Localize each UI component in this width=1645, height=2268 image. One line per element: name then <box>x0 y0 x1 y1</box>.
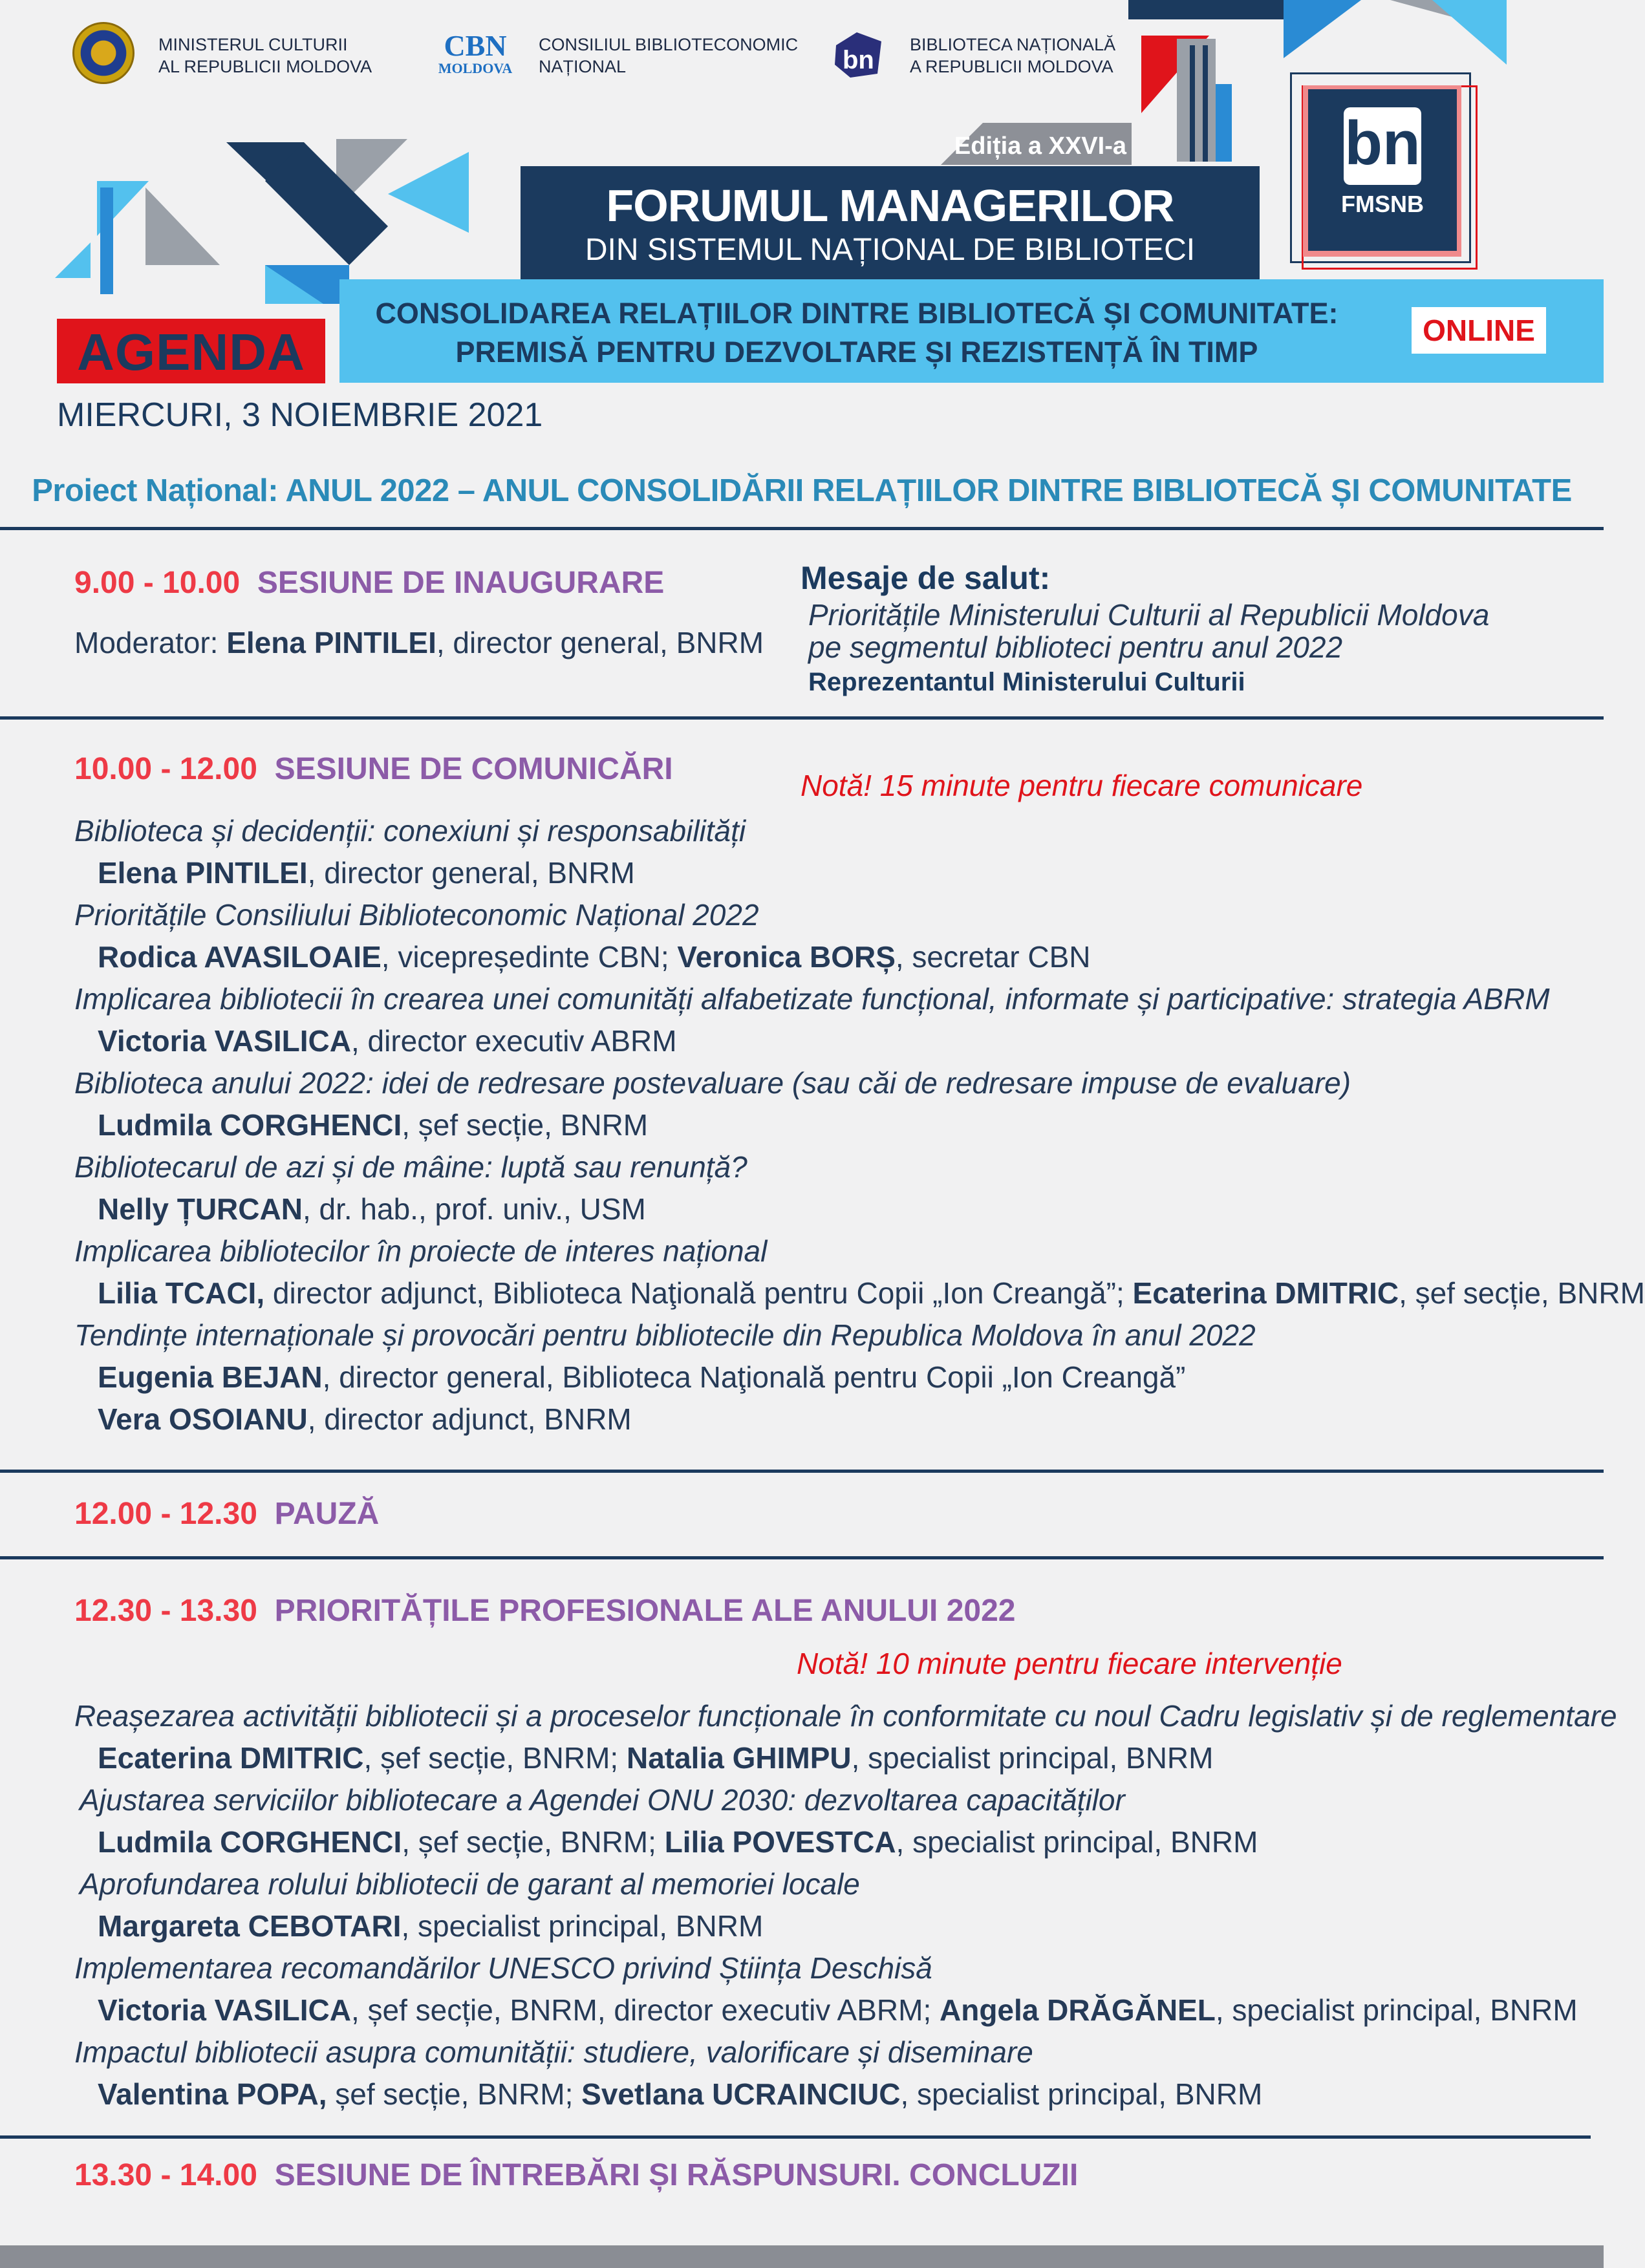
greeting-block <box>801 557 1489 701</box>
session-inaugurare-heading <box>74 564 664 603</box>
talk-title: Biblioteca și decidenții: conexiuni și responsabilități <box>74 814 746 848</box>
talk-speakers: Ludmila CORGHENCI, șef secție, BNRM; Lilia POVESTCA, specialist principal, BNRM <box>98 1825 1258 1859</box>
session-name: PAUZĂ <box>274 1497 380 1531</box>
fmsnb-mark-icon: bn <box>1344 107 1421 185</box>
session-comunicari-list <box>74 810 1645 1440</box>
talk-title: Implicarea bibliotecilor în proiecte de interes național <box>74 1234 768 1268</box>
session-time: 13.30 - 14.00 <box>74 2158 257 2192</box>
divider <box>0 2135 1591 2139</box>
talk-speakers: Vera OSOIANU, director adjunct, BNRM <box>98 1402 632 1436</box>
talk-speakers: Valentina POPA, șef secție, BNRM; Svetlana UCRAINCIUC, specialist principal, BNRM <box>98 2077 1263 2111</box>
divider <box>0 527 1604 530</box>
theme-line-1: CONSOLIDAREA RELAȚIILOR DINTRE BIBLIOTECĂ ȘI COMUNITATE: <box>375 297 1339 330</box>
talk-title: Ajustarea serviciilor bibliotecare a Agendei ONU 2030: dezvoltarea capacităților <box>80 1783 1125 1817</box>
footer-bar <box>0 2245 1604 2268</box>
talk-title: Tendințe internaționale și provocări pentru bibliotecile din Republica Moldova în anul 2022 <box>74 1318 1256 1352</box>
agenda-label: AGENDA <box>57 319 325 383</box>
session-prioritati-heading <box>74 1592 1015 1631</box>
session-note: Notă! 15 minute pentru fiecare comunicare <box>801 769 1363 802</box>
ministry-logo-text: MINISTERUL CULTURII AL REPUBLICII MOLDOVA <box>158 35 372 76</box>
online-badge: ONLINE <box>1412 307 1546 354</box>
divider <box>0 716 1604 720</box>
forum-subtitle: DIN SISTEMUL NAȚIONAL DE BIBLIOTECI <box>585 233 1196 267</box>
bnrm-logo-text: BIBLIOTECA NAȚIONALĂ A REPUBLICII MOLDOVA <box>910 35 1116 76</box>
project-line: Proiect Național: ANUL 2022 – ANUL CONSOLIDĂRII RELAȚIILOR DINTRE BIBLIOTECĂ ȘI COMUNITATE <box>32 473 1572 508</box>
talk-speakers: Victoria VASILICA, șef secție, BNRM, director executiv ABRM; Angela DRĂGĂNEL, specialist principal, BNRM <box>98 1993 1578 2027</box>
talk-title: Reașezarea activității bibliotecii și a proceselor funcționale în conformitate cu noul Cadru legislativ și de reglementare <box>74 1699 1617 1733</box>
talk-title: Impactul bibliotecii asupra comunității: studiere, valorificare și diseminare <box>74 2035 1033 2069</box>
svg-text:bn: bn <box>843 46 874 74</box>
session-time: 12.30 - 13.30 <box>74 1594 257 1628</box>
session-time: 12.00 - 12.30 <box>74 1497 257 1531</box>
theme-text <box>339 294 1374 372</box>
session-comunicari-heading <box>74 750 673 789</box>
theme-line-2: PREMISĂ PENTRU DEZVOLTARE ȘI REZISTENȚĂ ÎN TIMP <box>455 336 1258 369</box>
session-time: 10.00 - 12.00 <box>74 752 257 786</box>
cbn-logo-text: CONSILIUL BIBLIOTECONOMIC NAȚIONAL <box>539 35 799 76</box>
moderator-name: Elena PINTILEI <box>226 626 436 659</box>
session-name: SESIUNE DE INAUGURARE <box>257 566 665 600</box>
talk-title: Prioritățile Consiliului Biblioteconomic Național 2022 <box>74 898 759 932</box>
session-concluzii-heading <box>74 2156 1078 2195</box>
moderator-role: , director general, BNRM <box>436 626 764 659</box>
greeting-line-3: Reprezentantul Ministerului Culturii <box>808 668 1245 696</box>
fmsnb-logo <box>1290 72 1478 270</box>
talk-speakers: Elena PINTILEI, director general, BNRM <box>98 856 635 890</box>
event-date: MIERCURI, 3 NOIEMBRIE 2021 <box>57 396 543 434</box>
talk-title: Bibliotecarul de azi și de mâine: luptă sau renunță? <box>74 1150 747 1184</box>
session-name: SESIUNE DE COMUNICĂRI <box>274 752 673 786</box>
talk-title: Implicarea bibliotecii în crearea unei comunități alfabetizate funcțional, informate și participative: strategia ABRM <box>74 982 1550 1016</box>
talk-speakers: Rodica AVASILOAIE, vicepreședinte CBN; Veronica BORȘ, secretar CBN <box>98 940 1091 974</box>
greeting-line-1: Prioritățile Ministerului Culturii al Republicii Moldova <box>808 598 1490 632</box>
divider <box>0 1556 1604 1559</box>
talk-title: Implementarea recomandărilor UNESCO privind Știința Deschisă <box>74 1951 932 1985</box>
edition-label: Ediția a XXVI-a <box>954 133 1126 160</box>
forum-title-box <box>521 166 1260 279</box>
session-name: PRIORITĂȚILE PROFESIONALE ALE ANULUI 2022 <box>274 1594 1016 1628</box>
greeting-line-2: pe segmentul biblioteci pentru anul 2022 <box>808 630 1343 664</box>
talk-speakers: Victoria VASILICA, director executiv ABRM <box>98 1024 677 1058</box>
greeting-title: Mesaje de salut: <box>801 560 1051 596</box>
fmsnb-label: FMSNB <box>1341 191 1424 217</box>
talk-speakers: Lilia TCACI, director adjunct, Biblioteca Naţională pentru Copii „Ion Creangă”; Ecaterina DMITRIC, șef secție, BNRM <box>98 1276 1645 1310</box>
talk-title: Biblioteca anului 2022: idei de redresare postevaluare (sau căi de redresare impuse de evaluare) <box>74 1066 1351 1100</box>
divider <box>0 1470 1604 1473</box>
session-prioritati-list <box>74 1695 1617 2115</box>
session-pauza-heading <box>74 1495 379 1534</box>
forum-title: FORUMUL MANAGERILOR <box>606 180 1174 231</box>
talk-speakers: Ecaterina DMITRIC, șef secție, BNRM; Natalia GHIMPU, specialist principal, BNRM <box>98 1741 1214 1775</box>
talk-speakers: Margareta CEBOTARI, specialist principal, BNRM <box>98 1909 764 1943</box>
moderator-label: Moderator: <box>74 626 227 659</box>
session-note: Notă! 10 minute pentru fiecare intervenție <box>797 1647 1342 1680</box>
talk-speakers: Ludmila CORGHENCI, șef secție, BNRM <box>98 1108 649 1142</box>
session-time: 9.00 - 10.00 <box>74 566 241 600</box>
talk-speakers: Eugenia BEJAN, director general, Biblioteca Naţională pentru Copii „Ion Creangă” <box>98 1360 1186 1394</box>
talk-title: Aprofundarea rolului bibliotecii de garant al memoriei locale <box>80 1867 860 1901</box>
session-name: SESIUNE DE ÎNTREBĂRI ȘI RĂSPUNSURI. CONCLUZII <box>274 2158 1079 2192</box>
moderator-line <box>74 622 764 663</box>
talk-speakers: Nelly ȚURCAN, dr. hab., prof. univ., USM <box>98 1192 646 1226</box>
cbn-logo-icon: CBN MOLDOVA <box>438 29 513 76</box>
